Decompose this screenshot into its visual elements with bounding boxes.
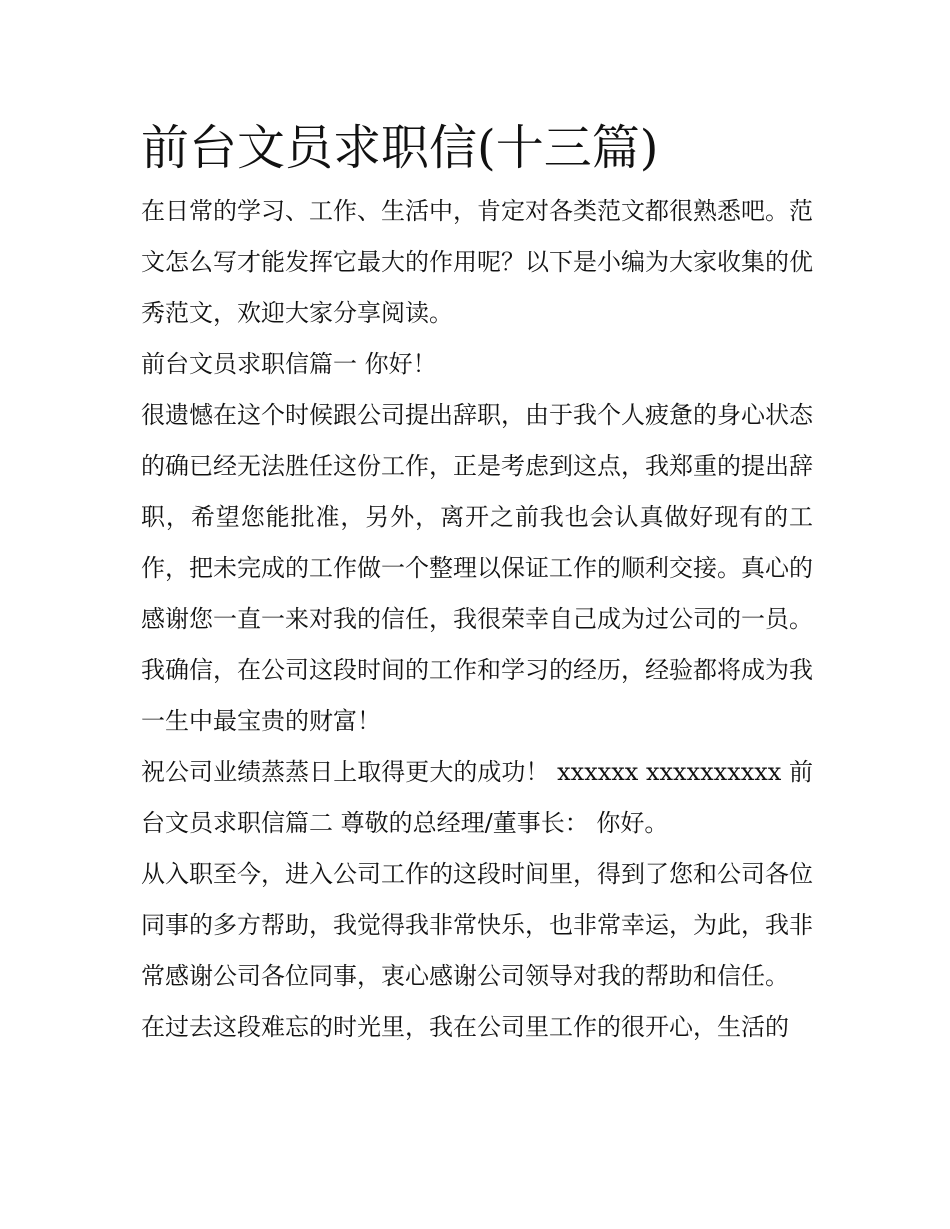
paragraph-letter-one-heading: 前台文员求职信篇一 你好！ (141, 350, 437, 378)
paragraph-letter-two-heading: 祝公司业绩蒸蒸日上取得更大的成功！ xxxxxx xxxxxxxxxx 前台文员求职信篇二 尊敬的总经理/董事长： 你好。 (141, 758, 813, 837)
document-title: 前台文员求职信(十三篇) (141, 120, 659, 176)
paragraph-letter-one-body: 很遗憾在这个时候跟公司提出辞职，由于我个人疲惫的身心状态的确已经无法胜任这份工作，正是考虑到这点，我郑重的提出辞职，希望您能批准，另外，离开之前我也会认真做好现有的工作，把未完成的工作做一个整理以保证工作的顺利交接。真心的感谢您一直一来对我的信任，我很荣幸自己成为过公司的一员。我确信，在公司这段时间的工作和学习的经历，经验都将成为我一生中最宝贵的财富！ (141, 401, 813, 735)
paragraph-letter-two-body: 从入职至今，进入公司工作的这段时间里，得到了您和公司各位同事的多方帮助，我觉得我非常快乐，也非常幸运，为此，我非常感谢公司各位同事，衷心感谢公司领导对我的帮助和信任。 (141, 860, 813, 990)
document-content (141, 116, 813, 1053)
paragraph-intro: 在日常的学习、工作、生活中，肯定对各类范文都很熟悉吧。范文怎么写才能发挥它最大的作用呢？以下是小编为大家收集的优秀范文，欢迎大家分享阅读。 (141, 197, 813, 327)
paragraph-letter-two-continued: 在过去这段难忘的时光里，我在公司里工作的很开心，生活的 (141, 1013, 789, 1041)
